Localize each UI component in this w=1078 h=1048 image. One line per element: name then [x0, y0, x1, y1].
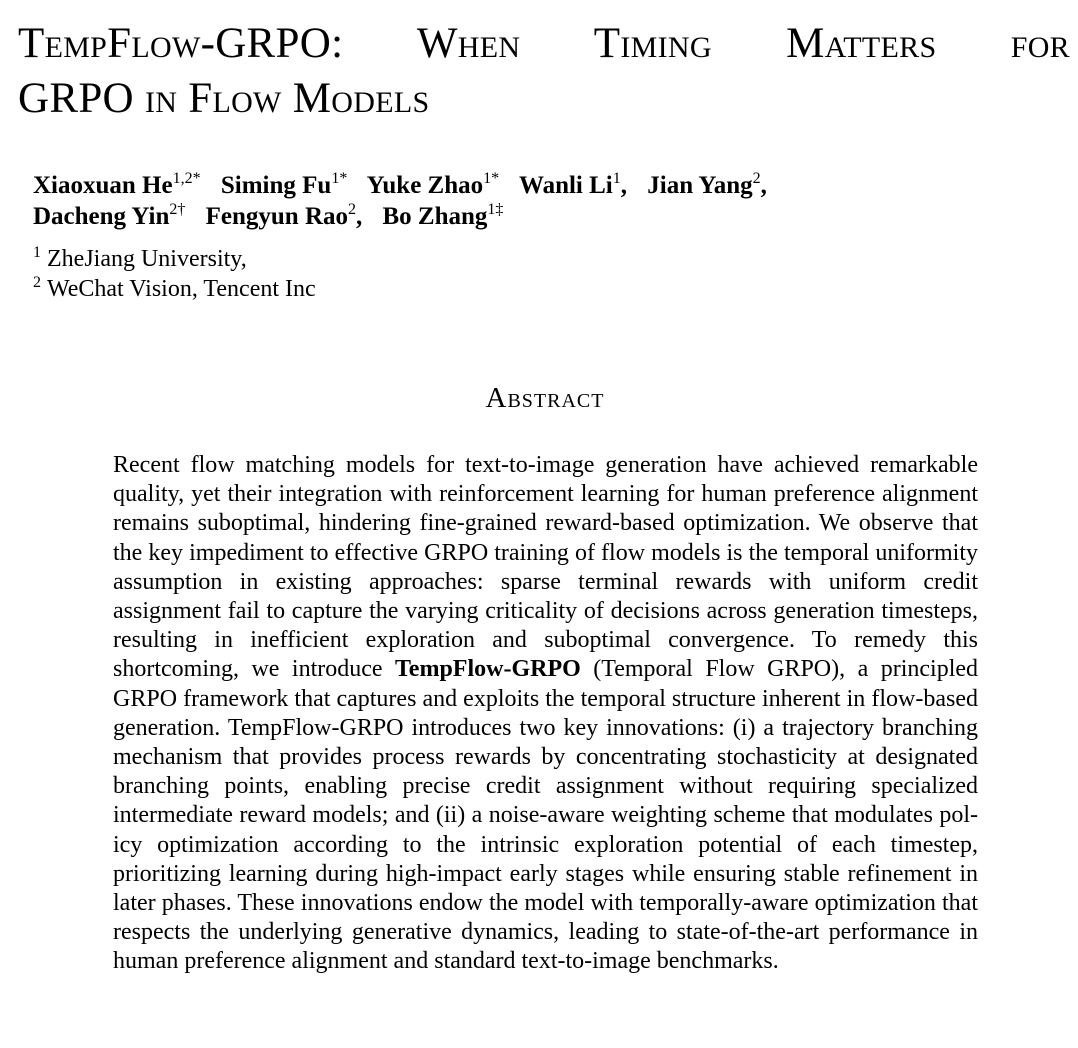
affiliation-number: 1 [33, 244, 41, 261]
affiliation-item [33, 274, 316, 304]
abstract-body [113, 451, 978, 977]
affiliation-text: ZheJiang University, [47, 246, 247, 272]
method-name: TempFlow-GRPO [395, 656, 581, 683]
author-affiliation-marker: 1‡ [487, 201, 504, 218]
author-name: Siming $Fu^{1*}$ [220, 170, 348, 199]
author-affiliation-marker: 1,2* [172, 170, 201, 187]
paper-title-line-2: GRPO in Flow Models [18, 75, 430, 122]
author-name: Wanli Li$^1$, [518, 170, 627, 199]
author-name: Yuke Zhao$^{1*}$ [366, 170, 500, 199]
author-affiliation-marker: 2 [752, 170, 761, 187]
author-name: Dacheng Yin$^{2\dagger}$ [33, 201, 186, 230]
affiliation-item [33, 244, 316, 274]
author-affiliation-marker: 2† [169, 201, 186, 218]
author-affiliation-marker: 1* [331, 170, 348, 187]
paper-title-line-1: TempFlow-GRPO: When Timing Matters for [18, 20, 1070, 67]
affiliation-number: 2 [33, 274, 41, 291]
author-affiliation-marker: 2 [348, 201, 356, 218]
paper-title [18, 16, 1070, 126]
affiliation-list [33, 244, 316, 304]
author-affiliation-marker: 1 [612, 170, 621, 187]
abstract-heading: Abstract [485, 382, 605, 414]
author-line-2 [33, 201, 781, 232]
abstract-text-after: (Temporal Flow GRPO), a principled GRPO framework that captures and exploits the temporal structure inherent in flow-based generation. TempFlow-GRPO introduces two key innovations: (i) a trajectory branching mechanism that provides process rewards by concentrating stochasticity at designated branching points, enabling precise credit assignment without requiring specialized intermediate reward models; and (ii) a noise-aware weighting scheme that modulates policy optimization according to the intrinsic exploration potential of each timestep, prioritizing learning during high-impact early stages while ensuring stable refinement in later phases. These innovations endow the model with temporally-aware optimization that respects the underlying generative dynamics, leading to state-of-the-art performance in human preference alignment and standard text-to-image benchmarks. [113, 656, 979, 975]
abstract-text-before: Recent flow matching models for text-to-image generation have achieved remarkable quality, yet their integration with reinforcement learning for human preference alignment remains suboptimal, hindering fine-grained reward-based optimization. We observe that the key impediment to effective GRPO training of flow models is the temporal uniformity assumption in existing approaches: sparse terminal rewards with uniform credit assignment fail to capture the varying criticality of decisions across generation timesteps, resulting in inefficient exploration and suboptimal convergence. To remedy this shortcoming, we introduce [113, 452, 978, 683]
author-name: Jian Yang$^2$, [647, 170, 767, 199]
author-line-1 [33, 170, 781, 201]
author-name: Bo Zhang$^{1\ddagger}$ [382, 201, 504, 230]
author-list [33, 170, 781, 232]
author-name: Fengyun Rao$^2$, [205, 201, 363, 230]
affiliation-text: WeChat Vision, Tencent Inc [47, 276, 316, 302]
author-name: Xiaoxuan $He^{1,2*}$ [33, 170, 201, 199]
author-affiliation-marker: 1* [483, 170, 500, 187]
